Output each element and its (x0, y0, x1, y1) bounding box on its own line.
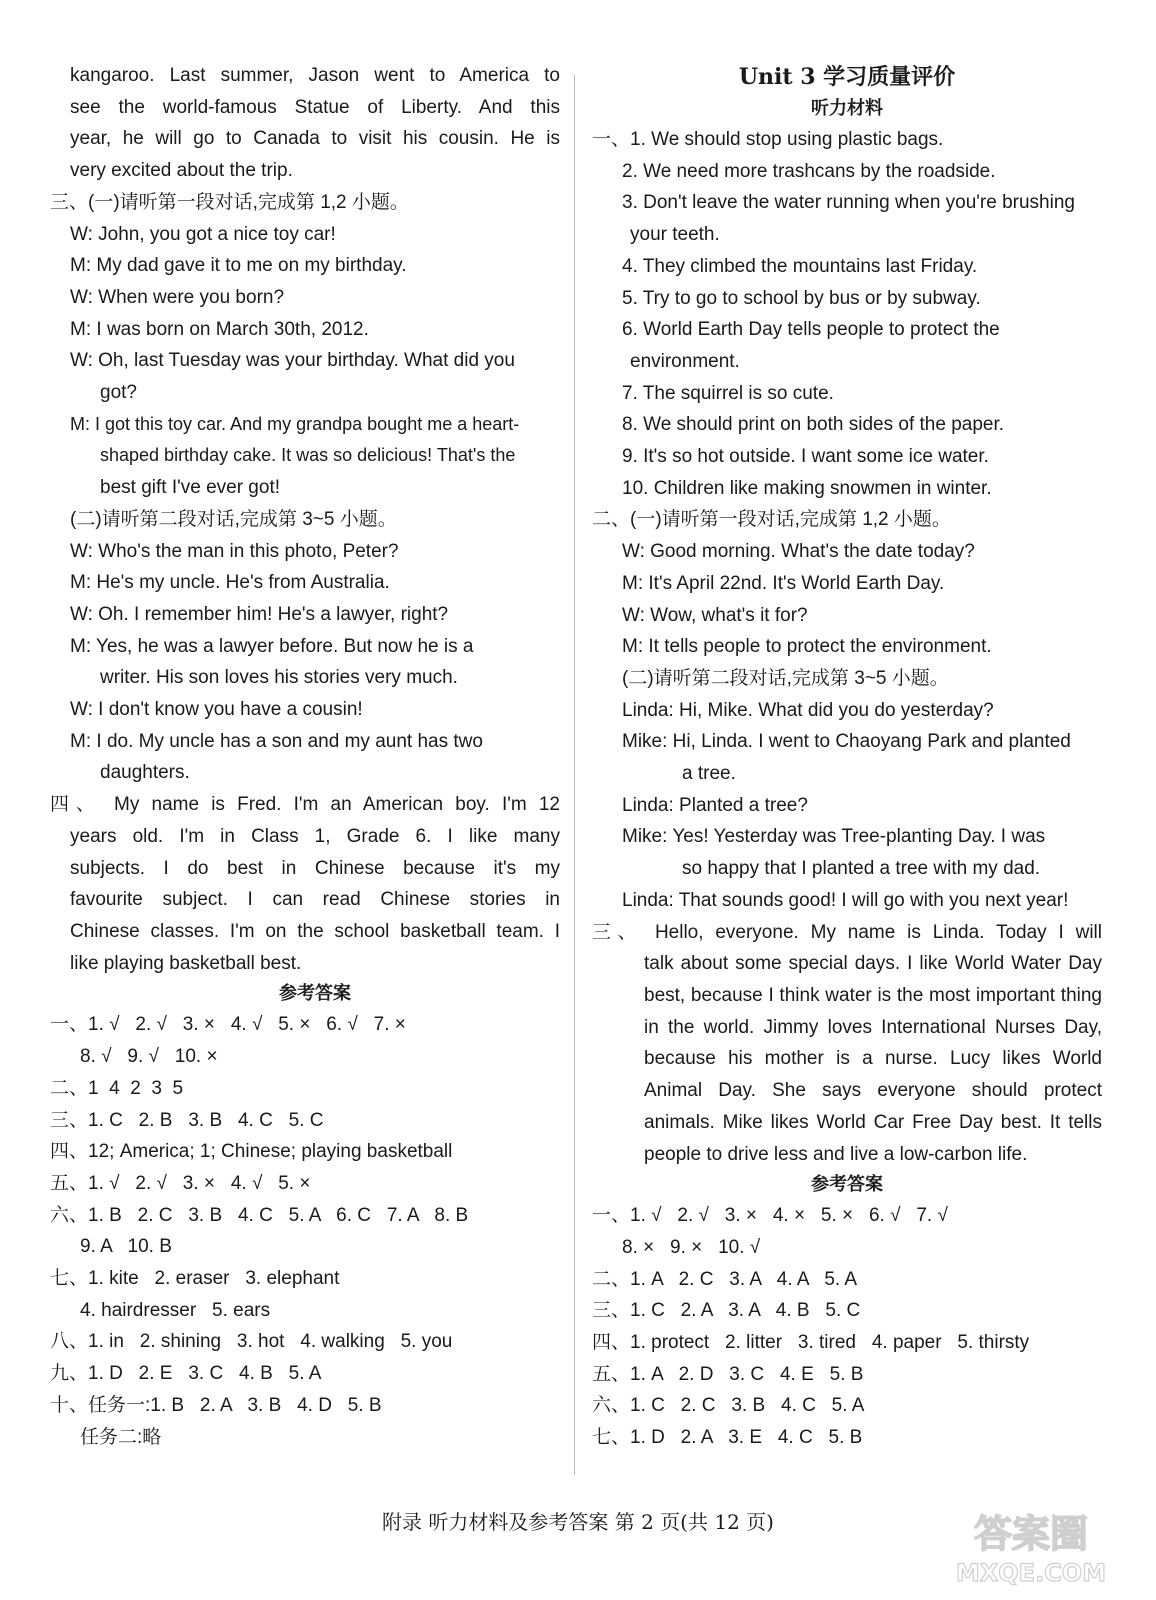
left-column (50, 60, 560, 1453)
page-footer: 附录 听力材料及参考答案 第 2 页(共 12 页) (382, 1510, 774, 1534)
answer-line: 二、1 4 2 3 5 (50, 1077, 184, 1099)
answer-line: 4. hairdresser 5. ears (80, 1299, 271, 1321)
unit-title: Unit 3 学习质量评价 (738, 64, 956, 90)
text-line: 三、 Hello, everyone. My name is Linda. Today I will (592, 921, 1102, 943)
text-line: see the world-famous Statue of Liberty. And this (70, 96, 560, 118)
text-line: very excited about the trip. (70, 160, 293, 182)
answer-line: 五、1. A 2. D 3. C 4. E 5. B (592, 1363, 864, 1385)
list-item: 8. We should print on both sides of the paper. (622, 414, 1005, 436)
answers-title: 参考答案 (811, 1174, 883, 1196)
dialog-1 (70, 219, 560, 504)
list-item: 2. We need more trashcans by the roadside. (622, 160, 996, 182)
dialog-line: shaped birthday cake. It was so delicious! That's the (100, 445, 516, 466)
list-item: 4. They climbed the mountains last Friday. (622, 255, 978, 277)
dialog-line: M: I was born on March 30th, 2012. (70, 318, 369, 340)
answer-line: 四、1. protect 2. litter 3. tired 4. paper 5. thirsty (592, 1332, 1030, 1354)
section-heading: (二)请听第二段对话,完成第 3~5 小题。 (622, 667, 949, 689)
text-line: subjects. I do best in Chinese because it's my (70, 857, 560, 879)
answer-line: 8. √ 9. √ 10. × (80, 1046, 218, 1068)
dialog-3 (592, 536, 1102, 663)
dialog-line: M: It's April 22nd. It's World Earth Day. (622, 572, 945, 594)
dialog-line: M: It tells people to protect the environment. (622, 636, 992, 658)
text-line: year, he will go to Canada to visit his cousin. He is (70, 128, 560, 150)
dialog-line: W: Oh. I remember him! He's a lawyer, right? (70, 603, 449, 625)
answer-line: 三、1. C 2. B 3. B 4. C 5. C (50, 1109, 324, 1131)
dialog-line: M: I do. My uncle has a son and my aunt has two (70, 730, 483, 752)
answers-list (592, 1200, 1102, 1454)
dialog-line: W: Good morning. What's the date today? (622, 541, 975, 563)
section-heading: (二)请听第二段对话,完成第 3~5 小题。 (70, 508, 397, 530)
dialog-line: Mike: Yes! Yesterday was Tree-planting Day. I was (622, 826, 1046, 848)
answer-line: 七、1. D 2. A 3. E 4. C 5. B (592, 1427, 863, 1449)
section-subtitle: 听力材料 (811, 98, 883, 119)
answer-line: 二、1. A 2. C 3. A 4. A 5. A (592, 1268, 858, 1290)
section-1-list (592, 124, 1102, 504)
dialog-line: W: Wow, what's it for? (622, 604, 808, 626)
dialog-line: M: My dad gave it to me on my birthday. (70, 255, 407, 277)
text-line: people to drive less and live a low-carbon life. (644, 1143, 1028, 1165)
dialog-line: W: Oh, last Tuesday was your birthday. What did you (70, 350, 515, 372)
list-item: your teeth. (630, 224, 720, 246)
answer-line: 8. × 9. × 10. √ (622, 1236, 761, 1258)
text-line: animals. Mike likes World Car Free Day best. It tells (644, 1111, 1102, 1133)
list-item: 9. It's so hot outside. I want some ice water. (622, 446, 989, 468)
dialog-4 (592, 695, 1102, 917)
dialog-2 (70, 536, 560, 790)
list-item: 7. The squirrel is so cute. (622, 382, 834, 404)
answer-line: 三、1. C 2. A 3. A 4. B 5. C (592, 1300, 861, 1322)
answer-line: 九、1. D 2. E 3. C 4. B 5. A (50, 1363, 322, 1385)
dialog-line: W: I don't know you have a cousin! (70, 699, 363, 721)
section-heading: 二、(一)请听第一段对话,完成第 1,2 小题。 (592, 509, 951, 531)
watermark-url: MXQE.COM (955, 1559, 1107, 1587)
text-line: 四、 My name is Fred. I'm an American boy. I'm 12 (50, 794, 560, 816)
answers-list (50, 1009, 560, 1453)
column-divider (574, 75, 575, 1475)
watermark-text: 答案圈 (973, 1512, 1089, 1556)
answer-line: 六、1. C 2. C 3. B 4. C 5. A (592, 1395, 865, 1417)
section-heading: 三、(一)请听第一段对话,完成第 1,2 小题。 (50, 191, 409, 213)
answer-line: 六、1. B 2. C 3. B 4. C 5. A 6. C 7. A 8. B (50, 1204, 469, 1226)
answer-line: 一、1. √ 2. √ 3. × 4. √ 5. × 6. √ 7. × (50, 1014, 406, 1036)
text-line: like playing basketball best. (70, 952, 302, 974)
text-line: kangaroo. Last summer, Jason went to America to (70, 65, 560, 86)
answer-line: 七、1. kite 2. eraser 3. elephant (50, 1268, 340, 1290)
answer-line: 9. A 10. B (80, 1236, 172, 1258)
watermark-logo (946, 1505, 1116, 1590)
dialog-line: so happy that I planted a tree with my dad. (682, 858, 1041, 880)
dialog-line: W: Who's the man in this photo, Peter? (70, 540, 399, 562)
dialog-line: a tree. (682, 763, 736, 785)
list-item: 5. Try to go to school by bus or by subway. (622, 287, 981, 309)
text-line: Chinese classes. I'm on the school basketball team. I (70, 920, 560, 942)
text-line: talk about some special days. I like World Water Day (644, 953, 1102, 975)
answer-line: 五、1. √ 2. √ 3. × 4. √ 5. × (50, 1172, 311, 1194)
text-line: favourite subject. I can read Chinese stories in (70, 889, 560, 911)
dialog-line: M: I got this toy car. And my grandpa bought me a heart- (70, 413, 520, 434)
dialog-line: daughters. (100, 762, 190, 784)
answers-title: 参考答案 (279, 983, 351, 1005)
dialog-line: Linda: Planted a tree? (622, 794, 808, 816)
list-item: 一、1. We should stop using plastic bags. (592, 129, 944, 150)
right-column (592, 60, 1102, 1454)
dialog-line: M: He's my uncle. He's from Australia. (70, 572, 390, 594)
answer-line: 任务二:略 (80, 1426, 162, 1448)
text-line: Animal Day. She says everyone should protect (644, 1080, 1102, 1102)
dialog-line: W: When were you born? (70, 286, 285, 308)
intro-paragraph (70, 60, 560, 187)
dialog-line: W: John, you got a nice toy car! (70, 223, 336, 245)
text-line: in the world. Jimmy loves International Nurses Day, (644, 1016, 1102, 1038)
answer-line: 十、任务一:1. B 2. A 3. B 4. D 5. B (50, 1394, 382, 1416)
list-item: 6. World Earth Day tells people to protect the (622, 319, 1000, 341)
section-4-paragraph (50, 789, 560, 979)
dialog-line: Mike: Hi, Linda. I went to Chaoyang Park and planted (622, 731, 1071, 753)
dialog-line: M: Yes, he was a lawyer before. But now he is a (70, 635, 474, 657)
text-line: years old. I'm in Class 1, Grade 6. I like many (70, 825, 560, 847)
list-item: 10. Children like making snowmen in winter. (622, 477, 992, 499)
answer-line: 四、12; America; 1; Chinese; playing basketball (50, 1141, 453, 1163)
dialog-line: got? (100, 382, 137, 404)
answer-line: 八、1. in 2. shining 3. hot 4. walking 5. you (50, 1331, 453, 1353)
dialog-line: writer. His son loves his stories very much. (100, 667, 458, 689)
list-item: environment. (630, 350, 740, 372)
dialog-line: Linda: That sounds good! I will go with you next year! (622, 889, 1069, 911)
list-item: 3. Don't leave the water running when you're brushing (622, 192, 1075, 214)
section-3-paragraph (592, 917, 1102, 1171)
dialog-line: best gift I've ever got! (100, 477, 280, 499)
answer-line: 一、1. √ 2. √ 3. × 4. × 5. × 6. √ 7. √ (592, 1205, 948, 1227)
text-line: because his mother is a nurse. Lucy likes World (644, 1048, 1102, 1070)
dialog-line: Linda: Hi, Mike. What did you do yesterday? (622, 699, 994, 721)
text-line: best, because I think water is the most important thing (644, 984, 1102, 1006)
